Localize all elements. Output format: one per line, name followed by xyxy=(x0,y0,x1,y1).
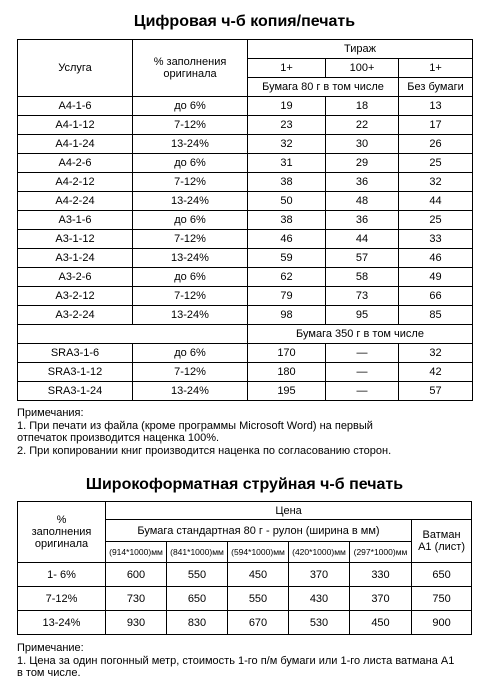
header-paper-std: Бумага стандартная 80 г - рулон (ширина в мм) xyxy=(106,520,412,542)
header-no-paper: Без бумаги xyxy=(399,78,473,97)
service-cell: А4-2-12 xyxy=(18,173,133,192)
fill-cell: до 6% xyxy=(133,154,248,173)
service-cell: А4-1-6 xyxy=(18,97,133,116)
service-cell: А3-1-12 xyxy=(18,230,133,249)
size-dims: (420*1000) xyxy=(292,547,335,557)
no-paper-cell: 66 xyxy=(399,287,473,306)
service-cell: SRA3-1-6 xyxy=(18,344,133,363)
price-100-cell: 95 xyxy=(326,306,399,325)
table-row xyxy=(18,287,473,306)
table-row xyxy=(18,230,473,249)
fill-cell: 7-12% xyxy=(133,287,248,306)
header-paper350: Бумага 350 г в том числе xyxy=(248,325,473,344)
fill-cell: 13-24% xyxy=(133,192,248,211)
header-circ-1: 1+ xyxy=(248,59,326,78)
fill-cell: 7-12% xyxy=(133,363,248,382)
fill-cell: до 6% xyxy=(133,344,248,363)
price-cell: 530 xyxy=(289,611,350,635)
no-paper-cell: 46 xyxy=(399,249,473,268)
fill-cell: до 6% xyxy=(133,97,248,116)
price-1-cell: 62 xyxy=(248,268,326,287)
no-paper-cell: 57 xyxy=(399,382,473,401)
note-line: 1. При печати из файла (кроме программы Microsoft Word) на первый xyxy=(17,419,373,432)
service-cell: А3-2-12 xyxy=(18,287,133,306)
table-row xyxy=(18,563,472,587)
price-100-cell: 30 xyxy=(326,135,399,154)
price-1-cell: 38 xyxy=(248,211,326,230)
table-row xyxy=(18,135,473,154)
price-cell: 370 xyxy=(289,563,350,587)
table2-notes xyxy=(17,642,477,680)
size-dims: (841*1000) xyxy=(170,547,213,557)
note-line: в том числе. xyxy=(17,667,81,679)
table1-notes xyxy=(17,407,477,457)
no-paper-cell: 13 xyxy=(399,97,473,116)
copy-print-price-table xyxy=(17,39,473,401)
service-cell: SRA3-1-24 xyxy=(18,382,133,401)
fill-cell: 7-12% xyxy=(133,230,248,249)
price-100-cell: 36 xyxy=(326,173,399,192)
fill-cell: 13-24% xyxy=(133,382,248,401)
price-100-cell: 73 xyxy=(326,287,399,306)
price-cell: 930 xyxy=(106,611,167,635)
price-cell: 370 xyxy=(350,587,412,611)
service-cell: А4-2-24 xyxy=(18,192,133,211)
size-unit: мм xyxy=(395,547,408,557)
header-circ-1-np: 1+ xyxy=(399,59,473,78)
table-row xyxy=(18,154,473,173)
fill-cell: до 6% xyxy=(133,268,248,287)
price-100-cell: 48 xyxy=(326,192,399,211)
price-cell: 550 xyxy=(167,563,228,587)
price-100-cell: 22 xyxy=(326,116,399,135)
no-paper-cell: 25 xyxy=(399,211,473,230)
table-row xyxy=(18,173,473,192)
price-100-cell: 57 xyxy=(326,249,399,268)
price-cell: 900 xyxy=(412,611,472,635)
price-1-cell: 23 xyxy=(248,116,326,135)
price-1-cell: 195 xyxy=(248,382,326,401)
fill-cell: до 6% xyxy=(133,211,248,230)
no-paper-cell: 32 xyxy=(399,344,473,363)
fill-cell: 7-12% xyxy=(18,587,106,611)
price-1-cell: 31 xyxy=(248,154,326,173)
price-1-cell: 59 xyxy=(248,249,326,268)
header-fill: % заполнения оригинала xyxy=(133,40,248,97)
header-price: Цена xyxy=(106,502,472,520)
table-row xyxy=(18,611,472,635)
fill-cell: 7-12% xyxy=(133,116,248,135)
price-1-cell: 38 xyxy=(248,173,326,192)
price-cell: 650 xyxy=(412,563,472,587)
service-cell: SRA3-1-12 xyxy=(18,363,133,382)
note-line: 2. При копировании книг производится наценка по согласованию сторон. xyxy=(17,444,392,457)
price-100-cell: 29 xyxy=(326,154,399,173)
table-row xyxy=(18,249,473,268)
price-cell: 730 xyxy=(106,587,167,611)
note-line: Примечание: xyxy=(17,642,84,654)
table1-title: Цифровая ч-б копия/печать xyxy=(133,13,356,30)
no-paper-cell: 25 xyxy=(399,154,473,173)
header-vatman: Ватман А1 (лист) xyxy=(412,520,472,563)
table-row xyxy=(18,363,473,382)
no-paper-cell: 17 xyxy=(399,116,473,135)
fill-cell: 13-24% xyxy=(133,249,248,268)
header-circulation: Тираж xyxy=(248,40,473,59)
price-1-cell: 98 xyxy=(248,306,326,325)
size-unit: мм xyxy=(273,547,285,557)
price-1-cell: 79 xyxy=(248,287,326,306)
width-size-label xyxy=(289,542,350,563)
note-line: 1. Цена за один погонный метр, стоимость 1-го п/м бумаги или 1-го листа ватмана А1 xyxy=(17,654,455,667)
service-cell: А4-2-6 xyxy=(18,154,133,173)
service-cell: А3-1-6 xyxy=(18,211,133,230)
table-row xyxy=(18,268,473,287)
note-line: Примечания: xyxy=(17,407,84,419)
header-paper80: Бумага 80 г в том числе xyxy=(248,78,399,97)
no-paper-cell: 33 xyxy=(399,230,473,249)
size-unit: мм xyxy=(151,547,163,557)
table-row xyxy=(18,382,473,401)
width-size-label xyxy=(350,542,412,563)
service-cell: А4-1-24 xyxy=(18,135,133,154)
size-dims: (297*1000) xyxy=(353,547,396,557)
width-size-label xyxy=(167,542,228,563)
table-row xyxy=(18,116,473,135)
fill-cell: 13-24% xyxy=(18,611,106,635)
price-cell: 650 xyxy=(167,587,228,611)
width-size-label xyxy=(228,542,289,563)
price-100-cell: 58 xyxy=(326,268,399,287)
no-paper-cell: 42 xyxy=(399,363,473,382)
price-cell: 330 xyxy=(350,563,412,587)
price-1-cell: 32 xyxy=(248,135,326,154)
fill-cell: 7-12% xyxy=(133,173,248,192)
fill-cell: 13-24% xyxy=(133,306,248,325)
size-dims: (914*1000) xyxy=(109,547,152,557)
header-fill: % заполнения оригинала xyxy=(18,502,106,563)
size-unit: мм xyxy=(334,547,346,557)
price-100-cell: — xyxy=(326,382,399,401)
price-1-cell: 19 xyxy=(248,97,326,116)
header-service: Услуга xyxy=(18,40,133,97)
price-100-cell: 36 xyxy=(326,211,399,230)
table-row xyxy=(18,211,473,230)
table-row xyxy=(18,306,473,325)
price-100-cell: 18 xyxy=(326,97,399,116)
no-paper-cell: 26 xyxy=(399,135,473,154)
price-cell: 600 xyxy=(106,563,167,587)
size-unit: мм xyxy=(212,547,224,557)
no-paper-cell: 44 xyxy=(399,192,473,211)
no-paper-cell: 49 xyxy=(399,268,473,287)
price-100-cell: — xyxy=(326,344,399,363)
wide-format-price-table xyxy=(17,501,472,635)
price-1-cell: 46 xyxy=(248,230,326,249)
header-circ-100: 100+ xyxy=(326,59,399,78)
table-row xyxy=(18,587,472,611)
service-cell: А3-1-24 xyxy=(18,249,133,268)
price-cell: 450 xyxy=(350,611,412,635)
price-cell: 670 xyxy=(228,611,289,635)
price-1-cell: 170 xyxy=(248,344,326,363)
price-cell: 450 xyxy=(228,563,289,587)
no-paper-cell: 85 xyxy=(399,306,473,325)
table-row xyxy=(18,192,473,211)
service-cell: А3-2-6 xyxy=(18,268,133,287)
price-100-cell: 44 xyxy=(326,230,399,249)
width-size-label xyxy=(106,542,167,563)
table-row xyxy=(18,344,473,363)
price-1-cell: 180 xyxy=(248,363,326,382)
fill-cell: 1- 6% xyxy=(18,563,106,587)
size-dims: (594*1000) xyxy=(231,547,274,557)
price-cell: 830 xyxy=(167,611,228,635)
service-cell: А3-2-24 xyxy=(18,306,133,325)
table-row xyxy=(18,97,473,116)
price-100-cell: — xyxy=(326,363,399,382)
price-cell: 430 xyxy=(289,587,350,611)
price-cell: 550 xyxy=(228,587,289,611)
blank-cell xyxy=(18,325,248,344)
price-1-cell: 50 xyxy=(248,192,326,211)
note-line: отпечаток производится наценка 100%. xyxy=(17,432,220,444)
no-paper-cell: 32 xyxy=(399,173,473,192)
table2-title: Широкоформатная струйная ч-б печать xyxy=(85,476,404,493)
price-cell: 750 xyxy=(412,587,472,611)
fill-cell: 13-24% xyxy=(133,135,248,154)
service-cell: А4-1-12 xyxy=(18,116,133,135)
